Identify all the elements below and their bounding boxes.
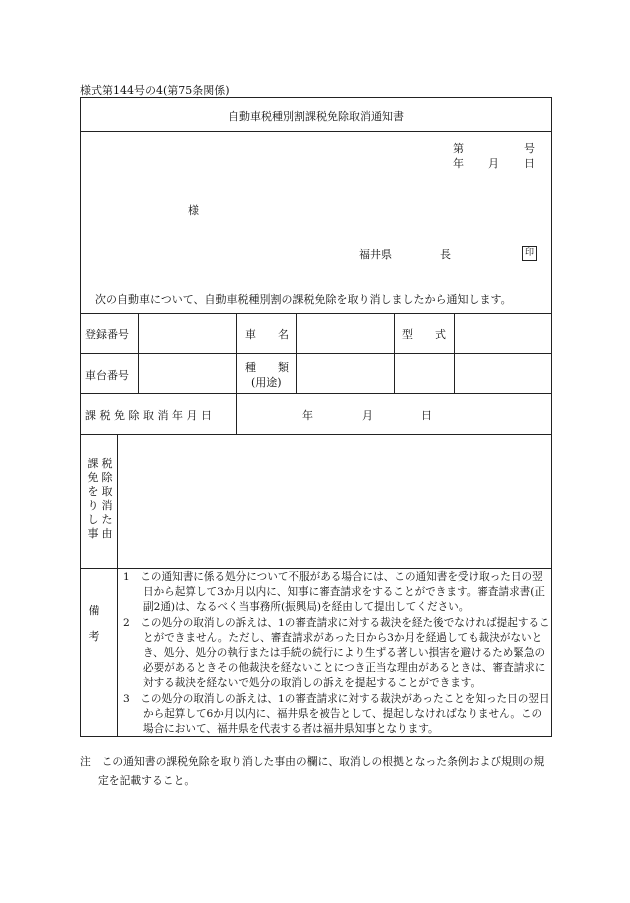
prefecture-name: 福井県 [359, 248, 392, 261]
cancel-date-day: 日 [421, 409, 432, 422]
remarks-label: 備 考 [88, 604, 100, 643]
seal-mark: 印 [522, 246, 537, 261]
divider [454, 313, 455, 393]
divider [81, 568, 551, 569]
date-day-label: 日 [524, 157, 535, 170]
use-label: (用途) [251, 376, 282, 389]
footer-note [80, 752, 555, 790]
note-item: 1 この通知書に係る処分について不服がある場合には、この通知書を受け取った日の翌日から起算して3か月以内に、知事に審査請求をすることができます。審査請求書(正副2通)は、なるべく当事務所(振興局)を経由して提出してください。 [123, 571, 545, 614]
divider [394, 313, 395, 393]
cancel-date-year: 年 [302, 409, 313, 422]
form-title: 自動車税種別割課税免除取消通知書 [228, 110, 404, 123]
notice-form [80, 97, 552, 737]
number-prefix: 第 [453, 142, 464, 155]
divider [296, 313, 297, 393]
remarks-notes [123, 570, 551, 737]
divider [236, 313, 237, 434]
note-item: 2 この処分の取消しの訴えは、1の審査請求に対する裁決を経た後でなければ提起することができません。ただし、審査請求があった日から3か月を経過しても裁決がないとき、処分、処分の執行または手続の続行により生ずる著しい損害を避けるため緊急の必要があるときその他裁決を経ないことにつき正当な理由があるときは、審査請求に対する裁決を経ないで処分の取消しの訴えを提起することができます。 [123, 616, 550, 690]
recipient-honorific: 様 [188, 204, 199, 217]
divider [81, 131, 551, 132]
cancel-date-label: 課 税 免 除 取 消 年 月 日 [85, 409, 212, 422]
divider [81, 434, 551, 435]
note-item: 3 この処分の取消しの訴えは、1の審査請求に対する裁決があったことを知った日の翌日から起算して6か月以内に、福井県を被告として、提起しなければなりません。この場合において、福井県を代表する者は福井県知事となります。 [123, 692, 550, 736]
type-label: 種 類 [245, 361, 289, 374]
divider [117, 434, 118, 736]
car-name-label: 車 名 [245, 328, 289, 341]
form-number: 様式第144号の4(第75条関係) [80, 84, 230, 97]
chassis-number-label: 車台番号 [85, 369, 129, 382]
intro-text: 次の自動車について、自動車税種別割の課税免除を取り消しましたから通知します。 [95, 293, 512, 306]
reason-label-col1: 課 免 を り し 事 [87, 457, 99, 540]
divider [81, 393, 551, 394]
number-suffix: 号 [524, 142, 535, 155]
cancel-date-month: 月 [362, 409, 373, 422]
chief-title: 長 [440, 248, 451, 261]
date-month-label: 月 [488, 157, 499, 170]
reason-label-col2: 税 除 取 消 た 由 [101, 457, 113, 540]
registration-number-label: 登録番号 [85, 328, 129, 341]
footer-note-text: 注 この通知書の課税免除を取り消した事由の欄に、取消しの根拠となった条例および規則の規定を記載すること。 [80, 755, 545, 787]
divider [81, 353, 551, 354]
divider [138, 313, 139, 393]
divider [81, 313, 551, 314]
date-year-label: 年 [453, 157, 464, 170]
model-label: 型 式 [402, 328, 446, 341]
